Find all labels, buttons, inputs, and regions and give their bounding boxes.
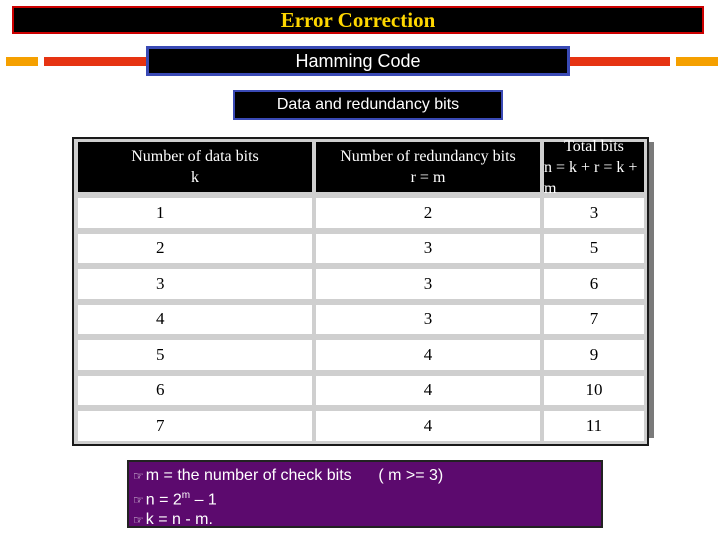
header-label: Total bits [564,137,624,155]
table-row [74,408,647,444]
page-title: Error Correction [12,6,704,34]
decorative-stripe-right [676,57,718,66]
note-text: k = n - m. [145,511,213,529]
decorative-stripe-left [6,57,38,66]
cell-redundancy-bits: 3 [316,234,540,264]
hand-pointer-icon: ☞ [133,493,144,508]
note-text: m = the number of check bits ( m >= 3) [145,467,444,484]
header-symbol: r = m [410,169,446,186]
table-row [74,266,647,302]
cell-total-bits: 11 [544,411,644,441]
note-line-3 [133,510,597,530]
cell-total-bits: 9 [544,340,644,370]
hand-pointer-icon: ☞ [133,469,144,483]
note-text-prefix: n = 2 [145,491,182,509]
table-row [74,231,647,267]
header-label: Number of data bits [131,148,259,165]
hand-pointer-icon: ☞ [133,513,144,528]
cell-total-bits: 3 [544,198,644,228]
header-redundancy-bits [316,142,540,192]
cell-data-bits: 5 [78,340,312,370]
note-line-1 [133,466,597,486]
cell-redundancy-bits: 4 [316,340,540,370]
cell-total-bits: 7 [544,305,644,335]
header-symbol: n = k + r = k + m [544,158,638,197]
header-total-bits [544,137,644,197]
header-symbol: k [191,169,199,186]
cell-data-bits: 1 [78,198,312,228]
hamming-table [72,137,649,446]
cell-total-bits: 10 [544,376,644,406]
decorative-stripe-right-red [570,57,670,66]
decorative-stripe-left-red [44,57,146,66]
cell-data-bits: 7 [78,411,312,441]
cell-redundancy-bits: 3 [316,269,540,299]
cell-redundancy-bits: 2 [316,198,540,228]
note-line-2 [133,486,597,510]
cell-total-bits: 6 [544,269,644,299]
cell-data-bits: 6 [78,376,312,406]
subtitle: Hamming Code [146,46,570,76]
table-row [74,373,647,409]
header-data-bits [78,142,312,192]
cell-data-bits: 2 [78,234,312,264]
table-header-row [74,139,647,195]
table-row [74,195,647,231]
cell-data-bits: 4 [78,305,312,335]
table-row [74,302,647,338]
section-label: Data and redundancy bits [233,90,503,120]
cell-data-bits: 3 [78,269,312,299]
header-label: Number of redundancy bits [340,148,516,165]
cell-redundancy-bits: 4 [316,411,540,441]
table-row [74,337,647,373]
notes-box [127,460,603,528]
cell-total-bits: 5 [544,234,644,264]
cell-redundancy-bits: 4 [316,376,540,406]
note-superscript: m [181,490,191,501]
note-text-suffix: – 1 [190,491,217,509]
cell-redundancy-bits: 3 [316,305,540,335]
